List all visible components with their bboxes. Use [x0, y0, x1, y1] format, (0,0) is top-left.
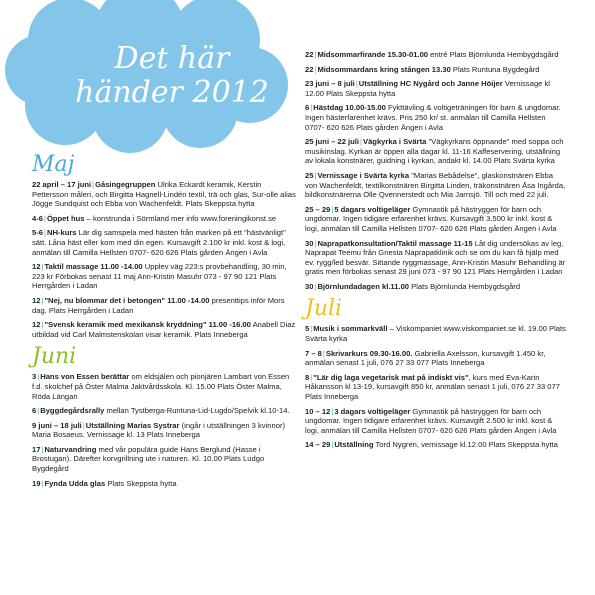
page-title: [62, 42, 282, 110]
event-body: Låt dig undersökas av leg. Naprapat Teemu från Gnesta Naprapatklinik och se om du kan få hjälp med ev. rygg/led besvär. Sittande ryggmassage, Ann-Kristin Masuhr Behandling är gratis men förbokas senast 29 juni 073 - 97 90 121 Plats Herrgården i Ladan: [305, 238, 566, 277]
event-date: 5: [305, 324, 310, 334]
month-heading-maj: Maj: [32, 152, 75, 177]
event-item: 12|Taktil massage 11.00 -14.00 Upplev väg 223:s provbehandling, 30 min, 223 kr Förbokas senast 11 maj Ann-Kristin Masuhr 073 - 97 90 121 Plats Herrgården i Ladan: [32, 262, 287, 291]
event-item: 5-6|NH-kurs Lär dig samspela med hästen från marken på ett "hästvänligt" sätt. Låna häst eller kom med din egen. Kursavgift 2.100 kr inkl. kost & logi, anmälan till Camilla Hellsten 0707- 620 626 Plats gården Ängen i Avla: [32, 228, 286, 257]
event-date: 3: [32, 372, 37, 382]
event-item: 22 april – 17 juni|Gåsingegruppen Ulrika Eckardt keramik, Kerstin Pettersson måleri, och Birgitta Hagnell-Lindén textil, trä och glas, Sur-olle alias Jögge Sundquist och Ebba von Wachenfeldt. Plats Skeppsta hytta: [32, 180, 296, 209]
event-title: Öppet hus: [46, 213, 85, 223]
event-body: , kurs med Eva-Karin Håkansson kl 13-19, kursavgift 850 kr, anmälan senast 1 juli, 076 27 33 077 Plats Inneberga: [305, 372, 560, 402]
event-item: 6|Hästdag 10.00-15.00 Fykttävling & voltigeträningen för barn & ungdomar. Ingen hästerfarenhet krävs. Pris 250 kr/ st. anmälan till Camilla Hellsten 0707- 620 626 Plats gården Ängen i Avla: [305, 103, 561, 132]
event-item: 14 – 29|Utställning Tord Nygren, vernissage kl.12.00 Plats Skeppsta hytta: [305, 440, 558, 450]
event-title: Utställning: [334, 440, 374, 450]
event-body: med vår populära guide Hans Berglund (Hasse i Brostugan). Därefter korvgrillning ute i naturen. Kl. 10.00 Plats Ludgo Bygdegård: [32, 444, 265, 474]
left-column: [32, 150, 297, 493]
event-date: 30: [305, 238, 314, 248]
event-body: Gymnastik på hästryggen för barn och ungdomar. Ingen tidigare erfarenhet krävs. Kursavgift 2.500 kr inkl. kost & logi, anmälan till Camilla Hellsten 0707- 620 626 Plats gården Ängen i Avla: [305, 406, 557, 435]
event-body: Fykttävling & voltigeträningen för barn & ungdomar. Ingen hästerfarenhet krävs. Pris 250 kr/ st. anmälan till Camilla Hellsten 0707- 620 626 Plats gården Ängen i Avla: [305, 103, 561, 132]
event-title: Björnlundadagen kl.11.00: [317, 281, 410, 291]
event-item: 22|Midsommardans kring stången 13.30 Plats Runtuna Bygdegård: [305, 64, 540, 74]
event-title: Fynda Udda glas: [44, 478, 106, 488]
event-item: 4-6|Öppet hus – konstrunda i Sörmland mer info www.foreningikonst.se: [32, 213, 277, 223]
event-body: om eldsjälen och pionjären Lambart von Essen f.d. skolchef på Öster Malma Jaktvårdsskola. Kl. 15.00 Plats Öster Malma, Röda Längan: [32, 372, 290, 401]
event-date: 5-6: [32, 228, 43, 238]
event-title: "Svensk keramik med mexikansk kryddning" 11.00 -16.00: [44, 320, 251, 330]
event-body: Plats Skeppsta hytta: [107, 478, 177, 488]
event-body: Gabriella Axelsson, kursavgift 1.450 kr, anmälan senast 1 juli, 076 27 33 077 Plats Inneberga: [305, 348, 546, 368]
page-title-line1: Det här: [114, 41, 230, 76]
event-item: 25|Vernissage i Svärta kyrka "Marias Bebådelse", glaskonstnären Ebba von Wachenfeldt, textilkonstnären Birgitta Linden, träkonstnären Åsa Ingårda, bildkonstnärerna Olle Qvennerstedt och Mia Jarnsjö. Till och med 22 juli.: [305, 170, 566, 200]
event-date: 10 – 12: [305, 406, 331, 416]
page-title-line2: händer 2012: [75, 75, 269, 110]
event-title: Naturvandring: [44, 444, 97, 454]
event-item: 17|Naturvandring med vår populära guide Hans Berglund (Hasse i Brostugan). Därefter korvgrillning ute i naturen. Kl. 10.00 Plats Ludgo Bygdegård: [32, 444, 265, 474]
event-item: 25 juni – 22 juli|Vägkyrka i Svärta "Vägkyrkans öppnande" med soppa och musikinslag. Kyrkan är öppen alla dagar kl. 11-16 Kaffeservering, utställning av lokala konstnärer, guidning i kyrkan, andakt kl. 14.00 Plats Svärta kyrka: [305, 137, 564, 166]
event-date: 6: [32, 406, 37, 416]
event-title: Hans von Essen berättar: [40, 372, 130, 382]
month-heading-juli: Juli: [305, 296, 343, 322]
event-title: Taktil massage 11.00 -14.00: [44, 262, 143, 272]
event-body: Anabell Diaz utbildad vid Carl Malmstenskolan visar keramik. Plats Inneberga: [32, 320, 296, 339]
event-item: 8|"Lär dig laga vegetarisk mat på indiskt vis", kurs med Eva-Karin Håkansson kl 13-19, kursavgift 850 kr, anmälan senast 1 juli, 076 27 33 077 Plats Inneberga: [305, 372, 560, 402]
event-date: 22: [305, 50, 314, 59]
event-title: Musik i sommarkväll: [313, 324, 388, 334]
event-date: 22: [305, 64, 314, 74]
event-date: 25: [305, 170, 314, 180]
event-item: 5|Musik i sommarkväll – Viskompaniet www.viskompaniet.se kl. 19.00 Plats Svärta kyrka: [305, 324, 566, 344]
event-title: "Nej, nu blommar det i betongen" 11.00 -14.00: [44, 295, 210, 305]
event-title: Skrivarkurs 09.30-16.00.: [325, 348, 413, 358]
event-title: Byggdegårdsrally: [40, 406, 105, 416]
event-title: Gåsingegruppen: [95, 180, 156, 189]
event-date: 19: [32, 478, 41, 488]
event-date: 6: [305, 103, 310, 113]
event-body: presenttips inför Mors dag. Plats Herrgården i Ladan: [32, 295, 285, 315]
event-body: – Viskompaniet www.viskompaniet.se kl. 19.00 Plats Svärta kyrka: [305, 324, 566, 344]
event-title: Midsommardans kring stången 13.30: [317, 64, 451, 74]
event-body: Plats Runtuna Bygdegård: [452, 64, 540, 74]
event-item: 3|Hans von Essen berättar om eldsjälen och pionjären Lambart von Essen f.d. skolchef på Öster Malma Jaktvårdsskola. Kl. 15.00 Plats Öster Malma, Röda Längan: [32, 372, 290, 401]
event-body: Tord Nygren, vernissage kl.12.00 Plats Skeppsta hytta: [375, 440, 558, 450]
event-body: Lär dig samspela med hästen från marken på ett "hästvänligt" sätt. Låna häst eller kom med din egen. Kursavgift 2.100 kr inkl. kost & logi, anmälan till Camilla Hellsten 0707- 620 626 Plats gården Ängen i Avla: [32, 228, 286, 257]
event-date: 12: [32, 320, 41, 330]
event-date: 12: [32, 262, 41, 272]
event-body: Vernissage kl 12.00 Plats Skeppsta hytta: [305, 79, 550, 98]
event-date: 7 – 8: [305, 348, 322, 358]
event-body: entré Plats Björnlunda Hembygdsgård: [430, 50, 559, 59]
event-date: 23 juni – 8 juli: [305, 79, 355, 89]
event-body: (ingår i utställningen 3 kvinnor) Maria Bosaeus. Vernissage kl. 13 Plats Inneberga: [32, 420, 286, 440]
event-title: Utställning Marias Systrar: [85, 420, 180, 430]
event-item: 7 – 8|Skrivarkurs 09.30-16.00. Gabriella Axelsson, kursavgift 1.450 kr, anmälan senast 1 juli, 076 27 33 077 Plats Inneberga: [305, 348, 546, 368]
event-item: 30|Björnlundadagen kl.11.00 Plats Björnlunda Hembygdsgård: [305, 281, 521, 291]
event-body: "Marias Bebådelse", glaskonstnären Ebba von Wachenfeldt, textilkonstnären Birgitta Linden, träkonstnären Åsa Ingårda, bildkonstnärerna Olle Qvennerstedt och Mia Jarnsjö. Till och med 22 juli.: [305, 170, 566, 200]
event-title: Hästdag 10.00-15.00: [313, 103, 386, 113]
event-date: 8: [305, 372, 310, 382]
event-title: 3 dagars voltigeläger: [334, 406, 411, 416]
event-date: 4-6: [32, 213, 43, 223]
event-date: 17: [32, 444, 41, 454]
event-date: 14 – 29: [305, 440, 331, 450]
event-item: 6|Byggdegårdsrally mellan Tystberga-Runtuna-Lid-Lugdo/Spelvik kl.10-14.: [32, 406, 290, 416]
event-date: 30: [305, 281, 314, 291]
right-column: [305, 50, 567, 455]
event-title: 5 dagars voltigeläger: [334, 204, 411, 214]
event-title: Vägkyrka i Svärta: [363, 137, 427, 147]
event-item: 9 juni – 18 juli|Utställning Marias Systrar (ingår i utställningen 3 kvinnor) Maria Bosaeus. Vernissage kl. 13 Plats Inneberga: [32, 420, 286, 440]
event-body: "Vägkyrkans öppnande" med soppa och musikinslag. Kyrkan är öppen alla dagar kl. 11-16 Kaffeservering, utställning av lokala konstnärer, guidning i kyrkan, andakt kl. 14.00 Plats Svärta kyrka: [305, 137, 564, 166]
event-date: 25 – 29: [305, 204, 331, 214]
event-title: Midsommarfirande 15.30-01.00: [317, 50, 429, 59]
event-date: 22 april – 17 juni: [32, 180, 92, 189]
event-body: Plats Björnlunda Hembygdsgård: [411, 281, 521, 291]
event-date: 25 juni – 22 juli: [305, 137, 360, 147]
event-body: mellan Tystberga-Runtuna-Lid-Lugdo/Spelvik kl.10-14.: [106, 406, 290, 416]
event-item: 10 – 12|3 dagars voltigeläger Gymnastik på hästryggen för barn och ungdomar. Ingen tidigare erfarenhet krävs. Kursavgift 2.500 kr inkl. kost & logi, anmälan till Camilla Hellsten 0707- 620 626 Plats gården Ängen i Avla: [305, 406, 557, 435]
event-title: Utställning HC Nygård och Janne Höijer: [358, 79, 503, 89]
event-item: 23 juni – 8 juli|Utställning HC Nygård och Janne Höijer Vernissage kl 12.00 Plats Skeppsta hytta: [305, 79, 550, 98]
event-body: – konstrunda i Sörmland mer info www.foreningikonst.se: [86, 213, 277, 223]
event-title: NH-kurs: [46, 228, 77, 238]
event-item: 30|Naprapatkonsultation/Taktil massage 11-15 Låt dig undersökas av leg. Naprapat Teemu från Gnesta Naprapatklinik och se om du kan få hjälp med ev. rygg/led besvär. Sittande ryggmassage, Ann-Kristin Masuhr Behandling är gratis men förbokas senast 29 juni 073 - 97 90 121 Plats Herrgården i Ladan: [305, 238, 566, 277]
event-date: 12: [32, 295, 41, 305]
event-title: Naprapatkonsultation/Taktil massage 11-15: [317, 238, 473, 248]
event-body: Ulrika Eckardt keramik, Kerstin Pettersson måleri, och Birgitta Hagnell-Lindén textil, trä och glas, Sur-olle alias Jögge Sundquist och Ebba von Wachenfeldt. Plats Skeppsta hytta: [32, 180, 296, 209]
event-title: Vernissage i Svärta kyrka: [317, 170, 410, 180]
event-item: 25 – 29|5 dagars voltigeläger Gymnastik på hästryggen för barn och ungdomar. Ingen tidigare erfarenhet krävs. Kursavgift 3.500 kr inkl. kost & logi, anmälan till Camilla Hellsten 0707- 620 626 Plats gården Ängen i Avla: [305, 204, 557, 233]
month-heading-juni: Juni: [32, 344, 77, 370]
event-item: 12|"Nej, nu blommar det i betongen" 11.00 -14.00 presenttips inför Mors dag. Plats Herrgården i Ladan: [32, 295, 285, 315]
event-item: 12|"Svensk keramik med mexikansk kryddning" 11.00 -16.00 Anabell Diaz utbildad vid Carl Malmstenskolan visar keramik. Plats Inneberga: [32, 320, 296, 339]
event-title: "Lär dig laga vegetarisk mat på indiskt vis": [313, 372, 469, 382]
event-item: 19|Fynda Udda glas Plats Skeppsta hytta: [32, 478, 177, 488]
event-body: Gymnastik på hästryggen för barn och ungdomar. Ingen tidigare erfarenhet krävs. Kursavgift 3.500 kr inkl. kost & logi, anmälan till Camilla Hellsten 0707- 620 626 Plats gården Ängen i Avla: [305, 204, 557, 233]
event-item: 22|Midsommarfirande 15.30-01.00 entré Plats Björnlunda Hembygdsgård: [305, 50, 559, 59]
event-date: 9 juni – 18 juli: [32, 420, 82, 430]
event-body: Upplev väg 223:s provbehandling, 30 min, 223 kr Förbokas senast 11 maj Ann-Kristin Masuhr 073 - 97 90 121 Plats Herrgården i Ladan: [32, 262, 287, 291]
